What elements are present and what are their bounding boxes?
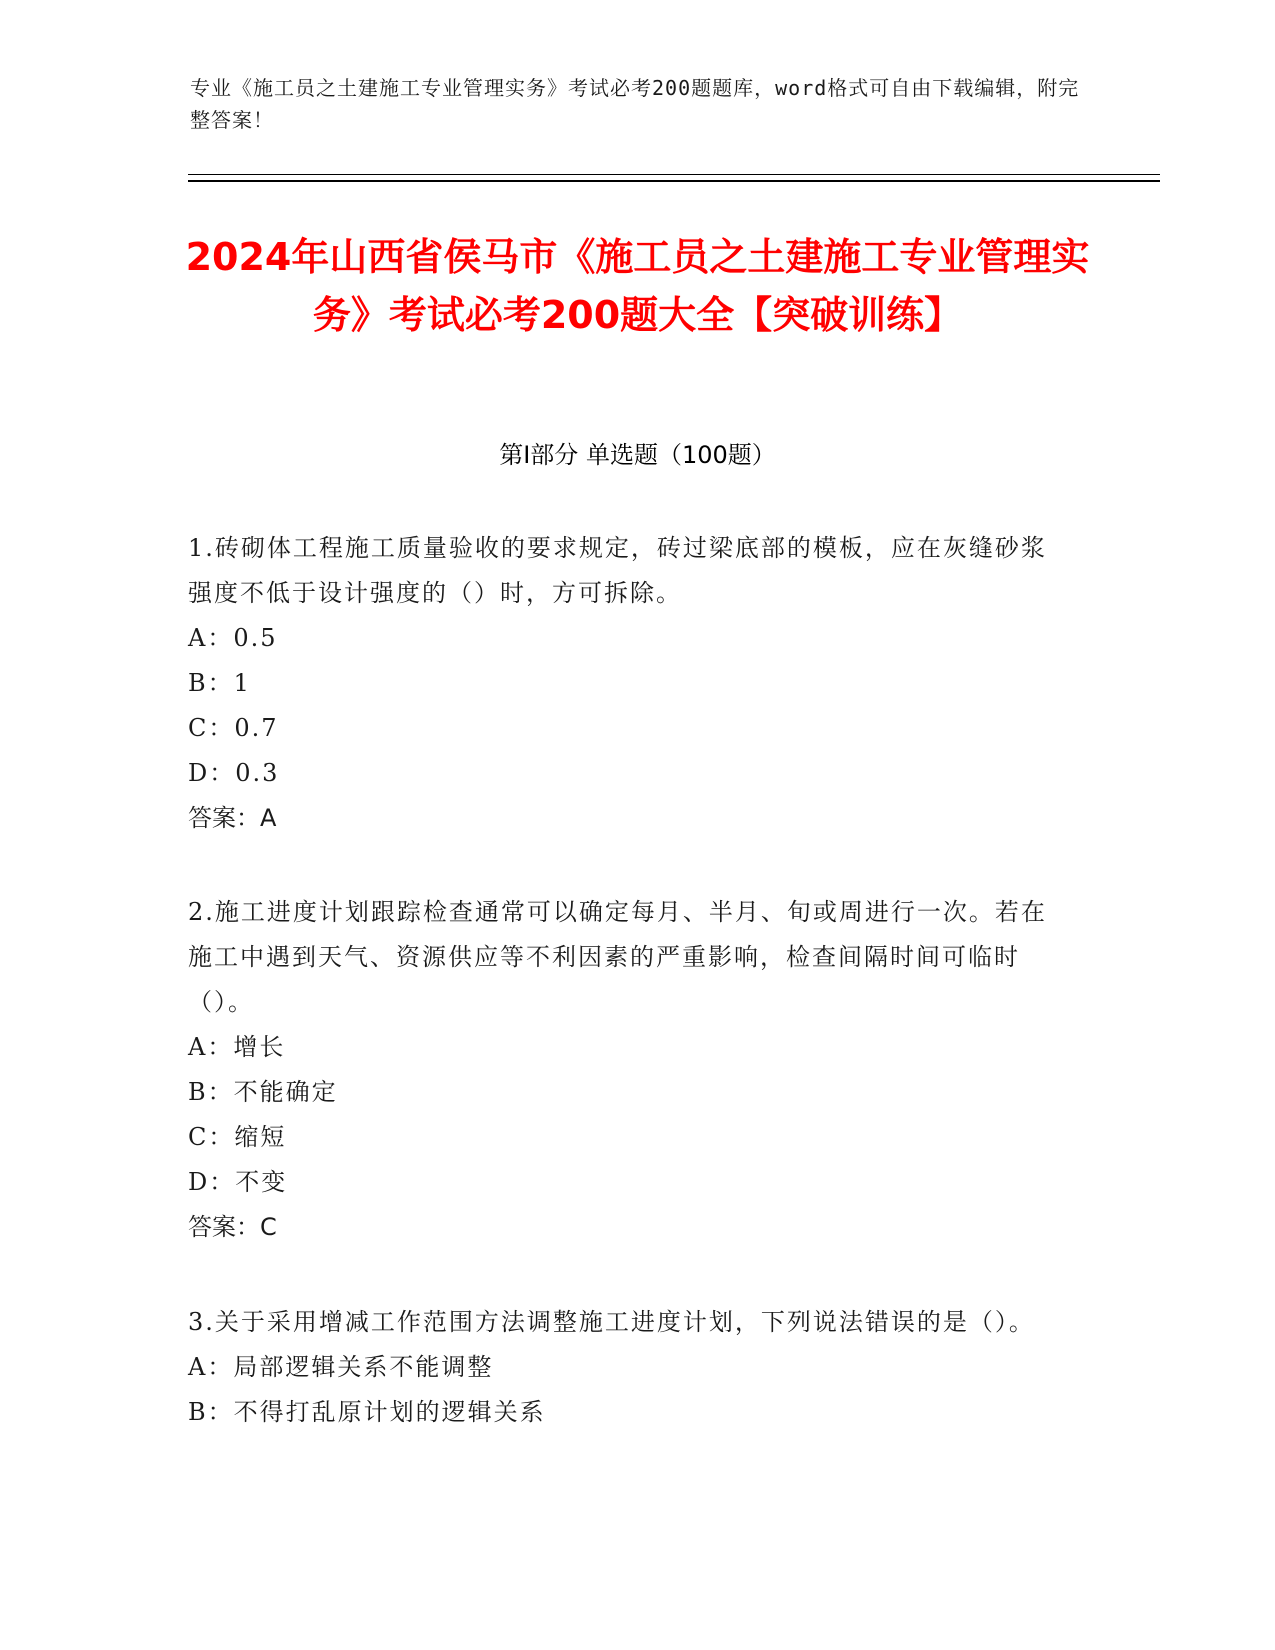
option-d: D：0.3 <box>188 759 280 787</box>
option-b: B：1 <box>188 669 251 697</box>
question-1 <box>188 526 1068 841</box>
answer: 答案：A <box>188 804 277 832</box>
option-d: D：不变 <box>188 1168 288 1196</box>
question-3 <box>188 1300 1068 1435</box>
section-title: 第I部分 单选题（100题） <box>499 441 776 469</box>
question-stem: 3.关于采用增减工作范围方法调整施工进度计划，下列说法错误的是（）。 <box>188 1308 1035 1336</box>
header-note: 专业《施工员之土建施工专业管理实务》考试必考200题题库，word格式可自由下载编辑，附完整答案！ <box>190 76 1080 132</box>
answer: 答案：C <box>188 1213 277 1241</box>
header-divider-thick <box>188 180 1160 182</box>
option-a: A：增长 <box>188 1033 286 1061</box>
option-c: C：缩短 <box>188 1123 287 1151</box>
option-a: A：0.5 <box>188 624 278 652</box>
question-stem: 2.施工进度计划跟踪检查通常可以确定每月、半月、旬或周进行一次。若在施工中遇到天气、资源供应等不利因素的严重影响，检查间隔时间可临时（）。 <box>188 898 1047 1016</box>
option-c: C：0.7 <box>188 714 279 742</box>
header-divider-thin <box>188 174 1160 175</box>
option-a: A：局部逻辑关系不能调整 <box>188 1353 494 1381</box>
document-title: 2024年山西省侯马市《施工员之土建施工专业管理实务》考试必考200题大全【突破训练】 <box>185 235 1090 337</box>
option-b: B：不能确定 <box>188 1078 338 1106</box>
option-b: B：不得打乱原计划的逻辑关系 <box>188 1398 546 1426</box>
question-2 <box>188 890 1068 1250</box>
question-stem: 1.砖砌体工程施工质量验收的要求规定，砖过梁底部的模板，应在灰缝砂浆强度不低于设计强度的（）时，方可拆除。 <box>188 534 1047 607</box>
